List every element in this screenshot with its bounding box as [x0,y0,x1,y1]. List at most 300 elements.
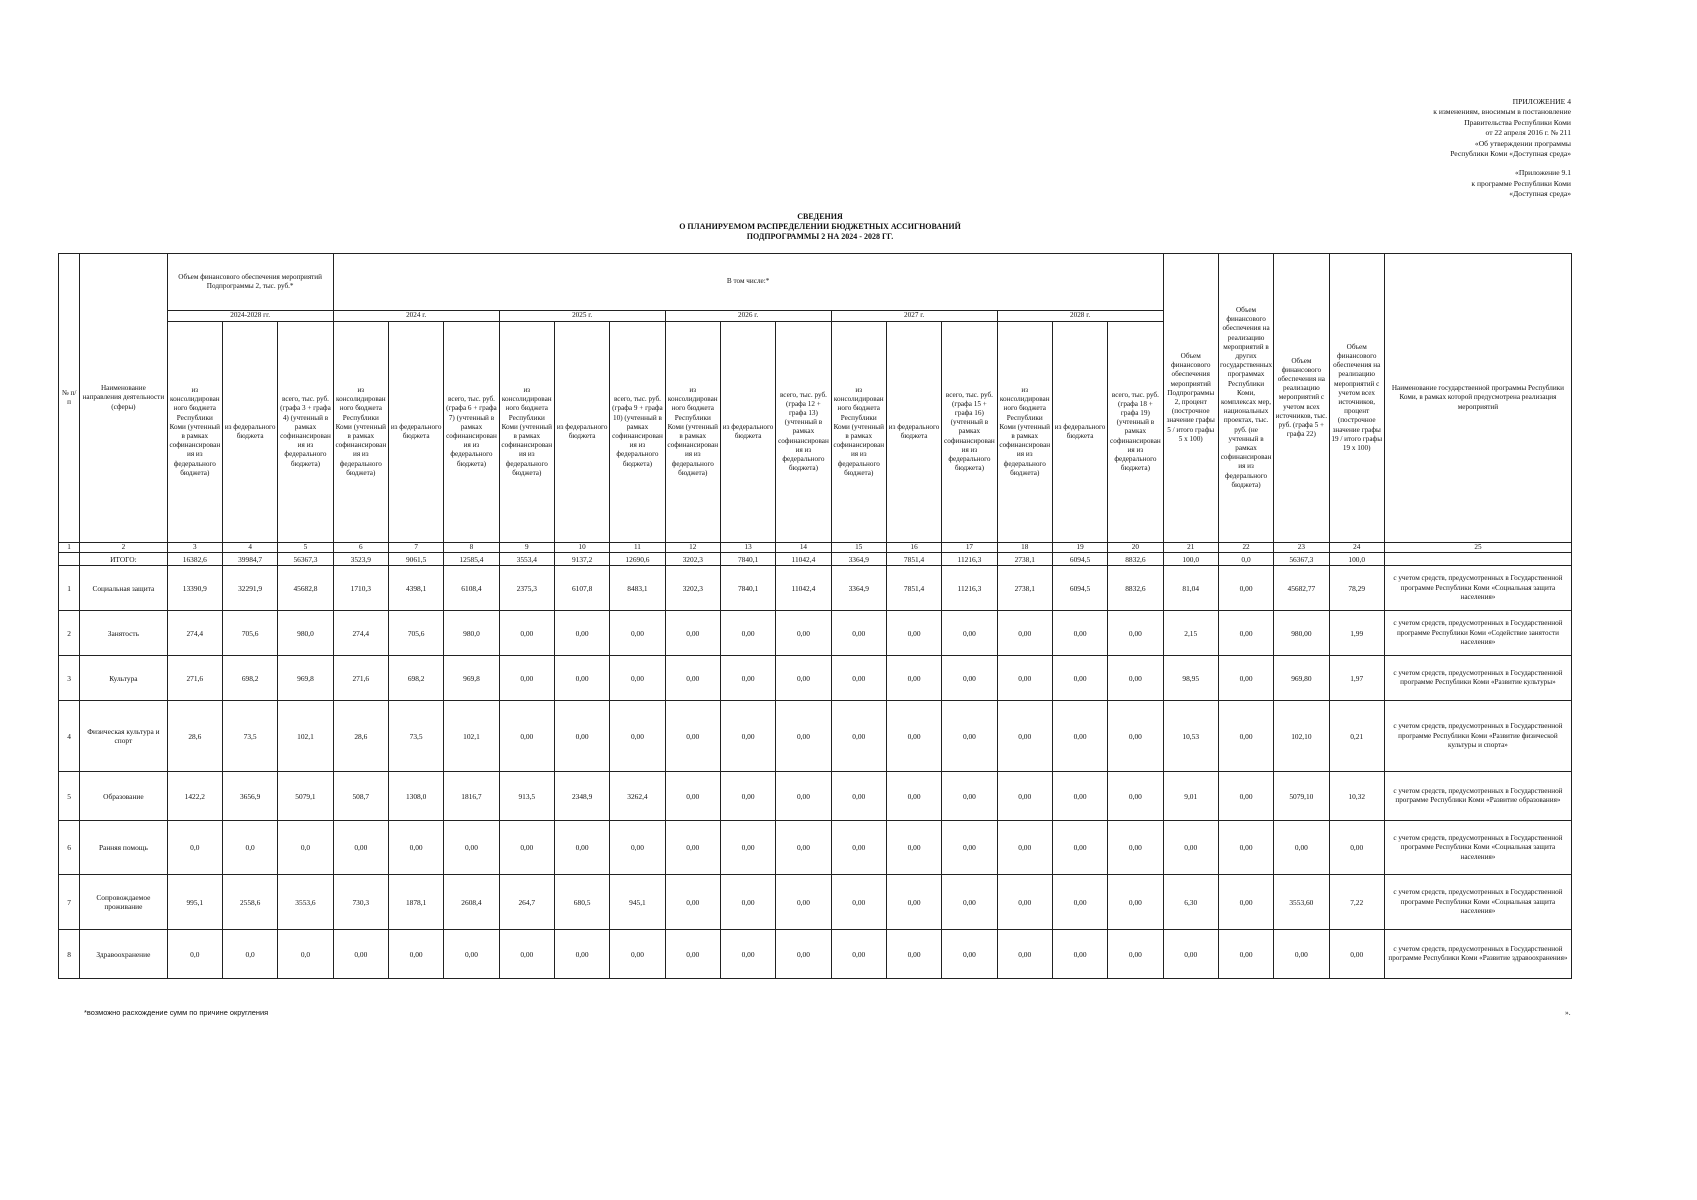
value-col13: 0,00 [720,875,775,930]
column-number: 3 [167,543,222,553]
direction-name: Культура [80,656,168,701]
period-header: 2026 г. [665,311,831,322]
column-number: 14 [776,543,831,553]
value-col7: 1308,0 [388,772,443,821]
value-col8: 6108,4 [444,566,499,611]
value-col21: 0,00 [1163,821,1218,875]
header-consolidated: из консолидированного бюджета Республики Коми (учтенный в рамках софинансирования из федерального бюджета) [499,322,554,543]
column-number: 24 [1329,543,1384,553]
value-col18: 0,00 [997,821,1052,875]
value-col3: 0,0 [167,930,222,979]
value-col5: 45682,8 [278,566,333,611]
direction-name: Физическая культура и спорт [80,701,168,772]
header-consolidated: из консолидированного бюджета Республики Коми (учтенный в рамках софинансирования из федерального бюджета) [997,322,1052,543]
value-col16: 0,00 [886,701,941,772]
value-col10: 0,00 [554,656,609,701]
value-col22: 0,00 [1218,772,1273,821]
header-col24: Объем финансового обеспечения на реализацию мероприятий с учетом всех источников, процент (построчное значение графы 19 / итого графы 19 х 100) [1329,254,1384,543]
header-consolidated: из консолидированного бюджета Республики Коми (учтенный в рамках софинансирования из федерального бюджета) [665,322,720,543]
value-col20: 0,00 [1108,875,1163,930]
value-col4: 698,2 [222,656,277,701]
program-cell: с учетом средств, предусмотренных в Государственной программе Республики Коми «Социальная защита населения» [1384,821,1571,875]
program-cell: с учетом средств, предусмотренных в Государственной программе Республики Коми «Развитие физической культуры и спорта» [1384,701,1571,772]
header-total: всего, тыс. руб. (графа 3 + графа 4) (учтенный в рамках софинансирования из федерального бюджета) [278,322,333,543]
table-row [59,772,1572,821]
column-number: 1 [59,543,80,553]
program-cell: с учетом средств, предусмотренных в Государственной программе Республики Коми «Социальная защита населения» [1384,566,1571,611]
value-col13: 0,00 [720,611,775,656]
value-col13: 7840,1 [720,566,775,611]
total-value-col20: 8832,6 [1108,553,1163,566]
appendix-block [1311,97,1571,200]
value-col16: 7851,4 [886,566,941,611]
budget-table [58,253,1572,979]
value-col20: 0,00 [1108,930,1163,979]
value-col20: 0,00 [1108,701,1163,772]
value-col24: 78,29 [1329,566,1384,611]
column-number-row [59,543,1572,553]
total-value-col16: 7851,4 [886,553,941,566]
value-col4: 0,0 [222,821,277,875]
value-col15: 3364,9 [831,566,886,611]
value-col21: 2,15 [1163,611,1218,656]
value-col8: 0,00 [444,930,499,979]
value-col23: 102,10 [1274,701,1329,772]
value-col13: 0,00 [720,930,775,979]
value-col15: 0,00 [831,611,886,656]
value-col11: 945,1 [610,875,665,930]
table-row [59,656,1572,701]
header-direction: Наименование направления деятельности (сферы) [80,254,168,543]
value-col6: 271,6 [333,656,388,701]
row-number: 6 [59,821,80,875]
row-number: 5 [59,772,80,821]
value-col7: 698,2 [388,656,443,701]
value-col13: 0,00 [720,772,775,821]
value-col14: 0,00 [776,930,831,979]
program-cell [1384,553,1571,566]
value-col17: 0,00 [942,930,997,979]
column-number: 6 [333,543,388,553]
value-col11: 0,00 [610,701,665,772]
total-value-col5: 56367,3 [278,553,333,566]
value-col17: 11216,3 [942,566,997,611]
value-col9: 913,5 [499,772,554,821]
header-consolidated: из консолидированного бюджета Республики Коми (учтенный в рамках софинансирования из федерального бюджета) [167,322,222,543]
header-num: № п/п [59,254,80,543]
total-value-col14: 11042,4 [776,553,831,566]
total-value-col19: 6094,5 [1052,553,1107,566]
total-value-col13: 7840,1 [720,553,775,566]
value-col10: 0,00 [554,611,609,656]
value-col12: 0,00 [665,772,720,821]
value-col8: 1816,7 [444,772,499,821]
value-col4: 32291,9 [222,566,277,611]
value-col12: 0,00 [665,701,720,772]
value-col8: 0,00 [444,821,499,875]
value-col18: 0,00 [997,656,1052,701]
value-col11: 0,00 [610,656,665,701]
value-col16: 0,00 [886,772,941,821]
value-col10: 0,00 [554,930,609,979]
value-col8: 102,1 [444,701,499,772]
value-col21: 9,01 [1163,772,1218,821]
value-col17: 0,00 [942,611,997,656]
value-col22: 0,00 [1218,930,1273,979]
column-number: 11 [610,543,665,553]
value-col14: 0,00 [776,821,831,875]
row-number: 1 [59,566,80,611]
value-col21: 0,00 [1163,930,1218,979]
value-col24: 0,21 [1329,701,1384,772]
value-col8: 980,0 [444,611,499,656]
column-number: 17 [942,543,997,553]
table-row [59,611,1572,656]
value-col12: 0,00 [665,656,720,701]
value-col24: 1,97 [1329,656,1384,701]
value-col4: 0,0 [222,930,277,979]
value-col20: 8832,6 [1108,566,1163,611]
direction-name: Образование [80,772,168,821]
value-col14: 0,00 [776,875,831,930]
value-col15: 0,00 [831,930,886,979]
value-col21: 6,30 [1163,875,1218,930]
value-col12: 0,00 [665,875,720,930]
value-col11: 0,00 [610,821,665,875]
column-number: 2 [80,543,168,553]
value-col6: 508,7 [333,772,388,821]
period-header: 2024-2028 гг. [167,311,333,322]
value-col20: 0,00 [1108,656,1163,701]
value-col14: 0,00 [776,656,831,701]
value-col19: 0,00 [1052,772,1107,821]
value-col3: 995,1 [167,875,222,930]
value-col12: 0,00 [665,611,720,656]
table-row [59,930,1572,979]
column-number: 16 [886,543,941,553]
value-col10: 680,5 [554,875,609,930]
total-row [59,553,1572,566]
table-row [59,875,1572,930]
table-row [59,701,1572,772]
value-col22: 0,00 [1218,611,1273,656]
header-federal: из федерального бюджета [886,322,941,543]
value-col10: 0,00 [554,821,609,875]
header-total: всего, тыс. руб. (графа 18 + графа 19) (учтенный в рамках софинансирования из федерального бюджета) [1108,322,1163,543]
value-col19: 0,00 [1052,930,1107,979]
appendix-line: от 22 апреля 2016 г. № 211 [1485,128,1571,138]
table-row [59,821,1572,875]
total-value-col24: 100,0 [1329,553,1384,566]
appendix-line: к изменениям, вносимым в постановление [1433,107,1571,117]
direction-name: Ранняя помощь [80,821,168,875]
column-number: 5 [278,543,333,553]
title-line: О ПЛАНИРУЕМОМ РАСПРЕДЕЛЕНИИ БЮДЖЕТНЫХ АССИГНОВАНИЙ [679,222,961,231]
header-federal: из федерального бюджета [1052,322,1107,543]
value-col12: 0,00 [665,821,720,875]
period-header: 2025 г. [499,311,665,322]
value-col6: 730,3 [333,875,388,930]
value-col14: 0,00 [776,772,831,821]
column-number: 18 [997,543,1052,553]
value-col20: 0,00 [1108,821,1163,875]
value-col21: 10,53 [1163,701,1218,772]
column-number: 23 [1274,543,1329,553]
total-value-col7: 9061,5 [388,553,443,566]
appendix-line: «Приложение 9.1 [1515,168,1571,178]
value-col20: 0,00 [1108,772,1163,821]
value-col20: 0,00 [1108,611,1163,656]
value-col17: 0,00 [942,701,997,772]
header-total: всего, тыс. руб. (графа 15 + графа 16) (учтенный в рамках софинансирования из федерального бюджета) [942,322,997,543]
value-col5: 102,1 [278,701,333,772]
value-col18: 0,00 [997,772,1052,821]
row-number: 7 [59,875,80,930]
value-col21: 81,04 [1163,566,1218,611]
column-number: 9 [499,543,554,553]
table-body [59,553,1572,979]
value-col15: 0,00 [831,656,886,701]
value-col14: 0,00 [776,611,831,656]
title-line: СВЕДЕНИЯ [797,212,843,221]
value-col11: 8483,1 [610,566,665,611]
value-col13: 0,00 [720,701,775,772]
value-col12: 0,00 [665,930,720,979]
value-col16: 0,00 [886,656,941,701]
period-header: 2024 г. [333,311,499,322]
value-col19: 0,00 [1052,611,1107,656]
value-col17: 0,00 [942,772,997,821]
value-col19: 0,00 [1052,701,1107,772]
total-value-col12: 3202,3 [665,553,720,566]
period-header: 2028 г. [997,311,1163,322]
header-consolidated: из консолидированного бюджета Республики Коми (учтенный в рамках софинансирования из федерального бюджета) [831,322,886,543]
value-col9: 264,7 [499,875,554,930]
value-col22: 0,00 [1218,875,1273,930]
value-col22: 0,00 [1218,566,1273,611]
value-col18: 0,00 [997,875,1052,930]
program-cell: с учетом средств, предусмотренных в Государственной программе Республики Коми «Развитие здравоохранения» [1384,930,1571,979]
value-col18: 0,00 [997,701,1052,772]
value-col7: 73,5 [388,701,443,772]
value-col18: 0,00 [997,930,1052,979]
total-value-col8: 12585,4 [444,553,499,566]
header-total: всего, тыс. руб. (графа 12 + графа 13) (учтенный в рамках софинансирования из федерального бюджета) [776,322,831,543]
value-col5: 969,8 [278,656,333,701]
total-value-col3: 16382,6 [167,553,222,566]
value-col11: 0,00 [610,930,665,979]
value-col7: 705,6 [388,611,443,656]
header-including: В том числе:* [333,254,1163,311]
value-col9: 0,00 [499,821,554,875]
total-label: ИТОГО: [80,553,168,566]
header-total: всего, тыс. руб. (графа 9 + графа 10) (учтенный в рамках софинансирования из федерального бюджета) [610,322,665,543]
direction-name: Занятость [80,611,168,656]
value-col8: 2608,4 [444,875,499,930]
value-col3: 28,6 [167,701,222,772]
value-col24: 10,32 [1329,772,1384,821]
total-value-col23: 56367,3 [1274,553,1329,566]
row-number: 3 [59,656,80,701]
value-col6: 1710,3 [333,566,388,611]
value-col5: 5079,1 [278,772,333,821]
header-consolidated: из консолидированного бюджета Республики Коми (учтенный в рамках софинансирования из федерального бюджета) [333,322,388,543]
column-number: 22 [1218,543,1273,553]
value-col17: 0,00 [942,821,997,875]
value-col23: 0,00 [1274,930,1329,979]
value-col7: 0,00 [388,930,443,979]
value-col21: 98,95 [1163,656,1218,701]
header-col23: Объем финансового обеспечения на реализацию мероприятий с учетом всех источников, тыс. руб. (графа 5 + графа 22) [1274,254,1329,543]
row-number [59,553,80,566]
value-col16: 0,00 [886,875,941,930]
value-col17: 0,00 [942,656,997,701]
value-col15: 0,00 [831,821,886,875]
value-col5: 0,0 [278,821,333,875]
row-number: 4 [59,701,80,772]
appendix-line: «Об утверждении программы [1474,138,1571,148]
appendix-line: к программе Республики Коми [1471,178,1571,188]
value-col24: 1,99 [1329,611,1384,656]
value-col9: 0,00 [499,611,554,656]
value-col24: 0,00 [1329,930,1384,979]
value-col13: 0,00 [720,821,775,875]
value-col11: 0,00 [610,611,665,656]
total-value-col6: 3523,9 [333,553,388,566]
value-col23: 969,80 [1274,656,1329,701]
value-col3: 271,6 [167,656,222,701]
value-col7: 4398,1 [388,566,443,611]
header-col22: Объем финансового обеспечения на реализацию мероприятий в других государственных программах Республики Коми, комплексах мер, национальных проектах, тыс. руб. (не учтенный в рамках софинансирования из федерального бюджета) [1218,254,1273,543]
value-col22: 0,00 [1218,656,1273,701]
value-col3: 0,0 [167,821,222,875]
value-col24: 7,22 [1329,875,1384,930]
total-value-col22: 0,0 [1218,553,1273,566]
total-value-col15: 3364,9 [831,553,886,566]
header-federal: из федерального бюджета [388,322,443,543]
value-col16: 0,00 [886,611,941,656]
header-federal: из федерального бюджета [222,322,277,543]
value-col12: 3202,3 [665,566,720,611]
column-number: 4 [222,543,277,553]
header-total: всего, тыс. руб. (графа 6 + графа 7) (учтенный в рамках софинансирования из федерального бюджета) [444,322,499,543]
value-col9: 0,00 [499,930,554,979]
program-cell: с учетом средств, предусмотренных в Государственной программе Республики Коми «Развитие образования» [1384,772,1571,821]
value-col14: 0,00 [776,701,831,772]
value-col19: 0,00 [1052,875,1107,930]
value-col16: 0,00 [886,821,941,875]
value-col23: 3553,60 [1274,875,1329,930]
direction-name: Сопровождаемое проживание [80,875,168,930]
total-value-col18: 2738,1 [997,553,1052,566]
value-col13: 0,00 [720,656,775,701]
value-col4: 73,5 [222,701,277,772]
value-col19: 6094,5 [1052,566,1107,611]
value-col5: 3553,6 [278,875,333,930]
value-col9: 0,00 [499,656,554,701]
value-col9: 2375,3 [499,566,554,611]
value-col10: 0,00 [554,701,609,772]
value-col19: 0,00 [1052,656,1107,701]
column-number: 8 [444,543,499,553]
value-col10: 2348,9 [554,772,609,821]
value-col23: 45682,77 [1274,566,1329,611]
value-col14: 11042,4 [776,566,831,611]
value-col19: 0,00 [1052,821,1107,875]
total-value-col21: 100,0 [1163,553,1218,566]
value-col4: 705,6 [222,611,277,656]
column-number: 10 [554,543,609,553]
value-col23: 5079,10 [1274,772,1329,821]
column-number: 21 [1163,543,1218,553]
value-col5: 980,0 [278,611,333,656]
value-col22: 0,00 [1218,701,1273,772]
program-cell: с учетом средств, предусмотренных в Государственной программе Республики Коми «Социальная защита населения» [1384,875,1571,930]
program-cell: с учетом средств, предусмотренных в Государственной программе Республики Коми «Содействие занятости населения» [1384,611,1571,656]
value-col5: 0,0 [278,930,333,979]
document-title [560,212,1080,242]
value-col16: 0,00 [886,930,941,979]
value-col18: 2738,1 [997,566,1052,611]
total-value-col17: 11216,3 [942,553,997,566]
appendix-line: Республики Коми «Доступная среда» [1450,149,1571,159]
value-col4: 2558,6 [222,875,277,930]
value-col18: 0,00 [997,611,1052,656]
direction-name: Социальная защита [80,566,168,611]
total-value-col4: 39984,7 [222,553,277,566]
header-volume: Объем финансового обеспечения мероприятий Подпрограммы 2, тыс. руб.* [167,254,333,311]
appendix-line: Правительства Республики Коми [1464,117,1571,127]
direction-name: Здравоохранение [80,930,168,979]
value-col3: 274,4 [167,611,222,656]
title-line: ПОДПРОГРАММЫ 2 НА 2024 - 2028 ГГ. [746,232,894,241]
total-value-col10: 9137,2 [554,553,609,566]
appendix-line: ПРИЛОЖЕНИЕ 4 [1512,97,1571,106]
row-number: 8 [59,930,80,979]
value-col3: 13390,9 [167,566,222,611]
period-header: 2027 г. [831,311,997,322]
value-col15: 0,00 [831,772,886,821]
header-col25: Наименование государственной программы Республики Коми, в рамках которой предусмотрена реализация мероприятий [1384,254,1571,543]
column-number: 13 [720,543,775,553]
value-col7: 1878,1 [388,875,443,930]
value-col15: 0,00 [831,875,886,930]
value-col6: 274,4 [333,611,388,656]
total-value-col9: 3553,4 [499,553,554,566]
table-row [59,566,1572,611]
header-col21: Объем финансового обеспечения мероприятий Подпрограммы 2, процент (построчное значение графы 5 / итого графы 5 х 100) [1163,254,1218,543]
column-number: 7 [388,543,443,553]
column-number: 25 [1384,543,1571,553]
value-col23: 0,00 [1274,821,1329,875]
header-federal: из федерального бюджета [554,322,609,543]
closing-quote: ». [1565,1008,1571,1017]
footnote: *возможно расхождение сумм по причине округления [84,1008,269,1017]
value-col11: 3262,4 [610,772,665,821]
column-number: 15 [831,543,886,553]
value-col7: 0,00 [388,821,443,875]
value-col8: 969,8 [444,656,499,701]
value-col22: 0,00 [1218,821,1273,875]
column-number: 20 [1108,543,1163,553]
value-col4: 3656,9 [222,772,277,821]
program-cell: с учетом средств, предусмотренных в Государственной программе Республики Коми «Развитие культуры» [1384,656,1571,701]
value-col6: 0,00 [333,930,388,979]
value-col17: 0,00 [942,875,997,930]
value-col10: 6107,8 [554,566,609,611]
value-col9: 0,00 [499,701,554,772]
value-col6: 28,6 [333,701,388,772]
